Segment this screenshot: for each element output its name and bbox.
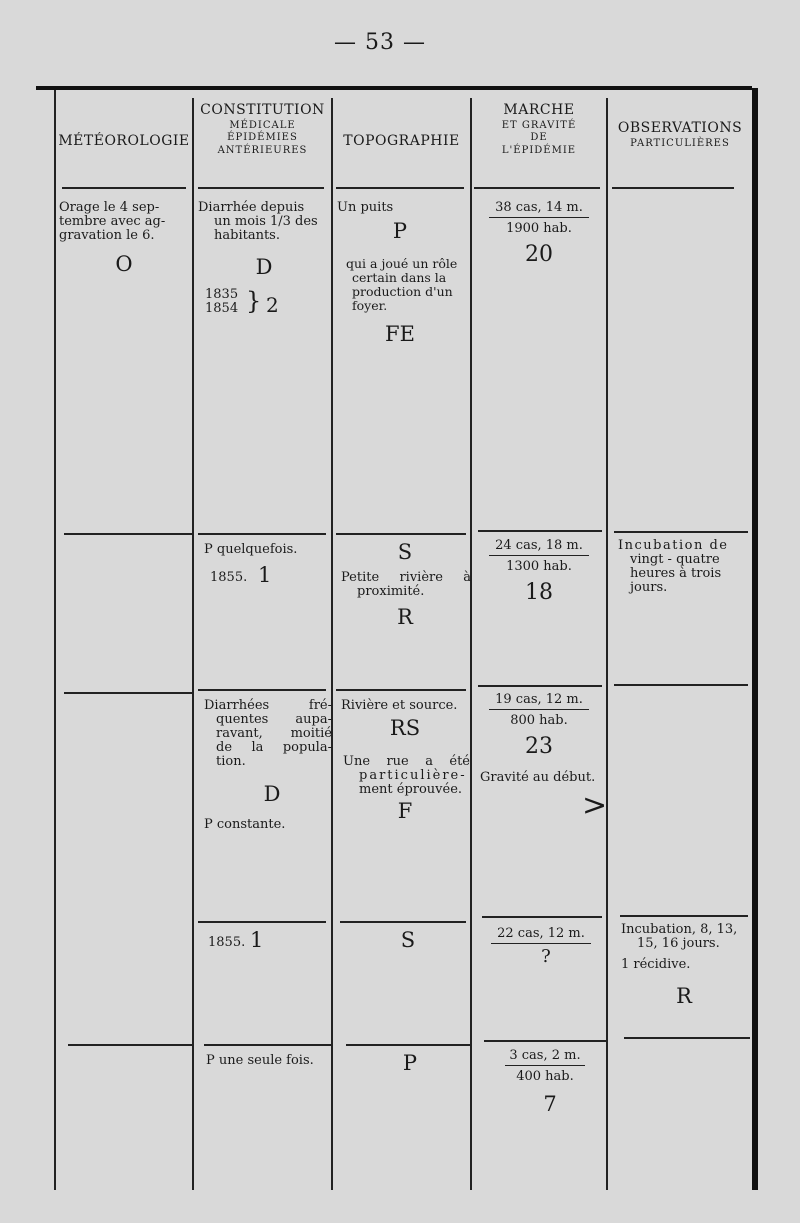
row4-obs xyxy=(621,923,751,972)
row1-topo-line4: production d'un xyxy=(352,284,453,299)
row3-marche xyxy=(476,692,602,728)
row4-constitution-count: 1 xyxy=(250,928,264,952)
row3-constitution-line3: ravant, moitié xyxy=(216,726,332,741)
row4-obs-line3: 1 récidive. xyxy=(621,957,691,972)
header-observations xyxy=(608,120,752,150)
row2-constitution-line1: P quelquefois. xyxy=(204,542,298,557)
row3-constitution-line6: P constante. xyxy=(204,817,286,832)
right-border xyxy=(752,88,758,1190)
row2-obs-line4: jours. xyxy=(630,580,668,595)
row1-topo xyxy=(337,201,467,215)
fraction-bar xyxy=(489,709,589,710)
row4-constitution-year: 1855. xyxy=(208,935,246,950)
row3-topo-body xyxy=(343,755,470,797)
row1-marche xyxy=(476,200,602,236)
row1-constitution-line1: Diarrhée depuis xyxy=(198,200,305,215)
header-meteorologie-text: MÉTÉOROLOGIE xyxy=(58,133,190,149)
row4-obs-line2: 15, 16 jours. xyxy=(637,936,720,951)
row1-constitution xyxy=(198,201,328,243)
header-rule xyxy=(336,187,464,189)
row1-marche-ratio: 20 xyxy=(525,242,553,267)
row-rule xyxy=(340,921,466,923)
row3-constitution-line2: quentes aupa- xyxy=(216,712,332,727)
row3-marche-line1: Gravité au début. xyxy=(480,770,596,785)
header-marche-line1: MARCHE xyxy=(503,102,575,118)
column-divider xyxy=(470,98,472,1190)
row3-topo-letter1: RS xyxy=(389,716,421,740)
column-divider xyxy=(606,98,608,1190)
row1-constitution-count: 2 xyxy=(266,293,279,317)
row3-constitution-line1: Diarrhées fré- xyxy=(204,698,332,713)
row-rule xyxy=(336,533,466,535)
header-observations-line1: OBSERVATIONS xyxy=(617,120,743,136)
header-constitution-line1: CONSTITUTION xyxy=(200,102,325,118)
row5-constitution: P une seule fois. xyxy=(206,1053,314,1068)
row-rule xyxy=(614,684,748,686)
row2-topo-line2: proximité. xyxy=(357,584,425,599)
header-meteorologie xyxy=(56,133,192,151)
row3-marche-symbol: > xyxy=(582,788,608,823)
row2-obs-line1: Incubation de xyxy=(618,538,729,553)
row1-topo-letter2: FE xyxy=(385,322,415,346)
row1-meteo-line3: gravation le 6. xyxy=(59,228,155,243)
header-observations-line2: PARTICULIÈRES xyxy=(630,137,730,149)
row2-marche-hab: 1300 hab. xyxy=(506,559,572,574)
row2-marche-ratio: 18 xyxy=(525,580,553,605)
top-rule xyxy=(36,86,752,90)
header-constitution xyxy=(194,102,331,157)
row-rule xyxy=(624,1037,750,1039)
row5-topo-letter1: P xyxy=(402,1051,418,1075)
row-rule xyxy=(64,692,192,694)
row-rule xyxy=(68,1044,192,1046)
header-topographie xyxy=(333,133,470,151)
header-constitution-line4: ANTÉRIEURES xyxy=(217,144,308,156)
row4-marche-cases: 22 cas, 12 m. xyxy=(497,926,585,941)
row-rule xyxy=(198,921,326,923)
row1-marche-hab: 1900 hab. xyxy=(506,221,572,236)
row2-topo-letter2: R xyxy=(397,605,413,629)
row4-obs-letter: R xyxy=(676,984,692,1008)
row1-topo-body xyxy=(340,257,466,313)
header-topographie-text: TOPOGRAPHIE xyxy=(343,133,460,149)
header-marche-line4: L'ÉPIDÉMIE xyxy=(501,144,577,156)
row-rule xyxy=(204,1044,332,1046)
row3-constitution-letter: D xyxy=(263,782,281,806)
row2-marche-cases: 24 cas, 18 m. xyxy=(495,538,583,553)
row5-marche-ratio: 7 xyxy=(543,1092,557,1116)
row4-marche-ratio: ? xyxy=(541,946,551,967)
row2-marche xyxy=(476,538,602,574)
row1-constitution-line2: un mois 1/3 des xyxy=(214,214,318,229)
row2-constitution xyxy=(204,543,328,557)
row1-meteo-letter: O xyxy=(115,252,133,276)
row1-constitution-line3: habitants. xyxy=(214,228,280,243)
row1-meteo-line1: Orage le 4 sep- xyxy=(59,200,160,215)
row2-obs-line2: vingt - quatre xyxy=(630,552,720,567)
row-rule xyxy=(336,689,466,691)
row1-year1: 1835 xyxy=(205,287,239,302)
fraction-bar xyxy=(505,1065,585,1066)
row3-marche-cases: 19 cas, 12 m. xyxy=(495,692,583,707)
row3-topo-line2: Une rue a été xyxy=(343,754,470,769)
header-rule xyxy=(612,187,734,189)
column-divider xyxy=(192,98,194,1190)
column-divider xyxy=(54,90,56,1190)
row4-topo-letter1: S xyxy=(400,928,416,952)
row-rule xyxy=(64,533,192,535)
row2-topo-letter1: S xyxy=(397,540,413,564)
row-rule xyxy=(620,915,748,917)
row-rule xyxy=(198,689,326,691)
row3-constitution xyxy=(204,699,332,769)
row1-constitution-letter: D xyxy=(255,255,273,279)
header-constitution-line2: MÉDICALE xyxy=(229,119,296,131)
row3-topo-line4: ment éprouvée. xyxy=(359,782,463,797)
row1-topo-line2: qui a joué un rôle xyxy=(346,256,458,271)
fraction-bar xyxy=(489,217,589,218)
header-rule xyxy=(62,187,186,189)
row3-marche-ratio: 23 xyxy=(525,734,553,759)
row2-constitution-count: 1 xyxy=(258,563,272,587)
row1-brace: } xyxy=(246,287,262,315)
row1-topo-line1: Un puits xyxy=(337,200,394,215)
row1-marche-cases: 38 cas, 14 m. xyxy=(495,200,583,215)
row3-topo-line3: particulière- xyxy=(359,768,467,783)
row3-topo-letter2: F xyxy=(397,799,413,823)
row2-topo-line1: Petite rivière à xyxy=(341,570,471,585)
row2-constitution-year: 1855. xyxy=(210,570,248,585)
row5-marche-hab: 400 hab. xyxy=(516,1069,574,1084)
row-rule xyxy=(478,530,602,532)
row-rule xyxy=(482,916,602,918)
row3-topo-line1: Rivière et source. xyxy=(341,698,458,713)
page-number: — 53 — xyxy=(334,30,426,55)
header-marche-line2: ET GRAVITÉ xyxy=(501,119,577,131)
header-marche xyxy=(472,102,606,157)
row1-year2: 1854 xyxy=(205,301,239,316)
row3-constitution-line5: tion. xyxy=(216,754,246,769)
row5-marche-cases: 3 cas, 2 m. xyxy=(509,1048,581,1063)
row4-marche xyxy=(478,926,604,947)
row3-constitution-line4: de la popula- xyxy=(216,740,332,755)
row-rule xyxy=(346,1044,472,1046)
row2-obs-line3: heures à trois xyxy=(630,566,722,581)
row-rule xyxy=(478,685,602,687)
row-rule xyxy=(614,531,748,533)
header-rule xyxy=(198,187,324,189)
fraction-bar xyxy=(491,943,591,944)
fraction-bar xyxy=(489,555,589,556)
row2-topo-body xyxy=(341,571,471,599)
row1-meteo-line2: tembre avec ag- xyxy=(59,214,166,229)
row-rule xyxy=(484,1040,608,1042)
header-marche-line3: DE xyxy=(530,132,548,143)
row5-marche xyxy=(482,1048,608,1084)
column-divider xyxy=(331,98,333,1190)
row4-obs-line1: Incubation, 8, 13, xyxy=(621,922,738,937)
header-constitution-line3: ÉPIDÉMIES xyxy=(227,132,298,143)
row1-topo-letter1: P xyxy=(392,219,408,243)
row1-topo-line3: certain dans la xyxy=(352,270,447,285)
row3-topo xyxy=(341,699,471,713)
row-rule xyxy=(198,533,326,535)
row2-obs xyxy=(618,539,748,595)
row1-topo-line5: foyer. xyxy=(352,298,388,313)
row3-marche-hab: 800 hab. xyxy=(510,713,568,728)
header-rule xyxy=(474,187,600,189)
row1-meteo xyxy=(59,201,187,243)
